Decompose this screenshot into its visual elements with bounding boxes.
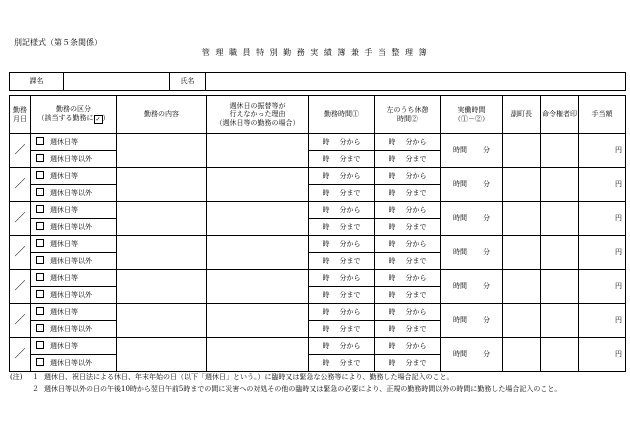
note-item xyxy=(10,372,626,382)
holiday-label: 週休日等 xyxy=(50,138,78,147)
actual-time-cell[interactable] xyxy=(441,236,503,270)
hour-label: 時 xyxy=(388,171,396,180)
break-start-time[interactable] xyxy=(375,338,441,355)
header-break-line2: 時間② xyxy=(397,114,418,123)
date-cell[interactable]: ／ xyxy=(10,202,31,236)
reason-cell[interactable] xyxy=(207,168,309,202)
hour-label: 時 xyxy=(322,171,330,180)
actual-time-cell[interactable] xyxy=(441,304,503,338)
minute-from-label: 分から xyxy=(405,205,427,214)
table-row xyxy=(10,134,626,151)
hour-label: 時 xyxy=(322,137,330,146)
minute-from-label: 分から xyxy=(339,341,361,350)
name-label: 氏名 xyxy=(170,73,206,91)
checkbox-icon[interactable] xyxy=(36,154,44,162)
hour-label: 時 xyxy=(388,222,396,231)
work-record-table xyxy=(9,95,626,372)
minute-to-label: 分まで xyxy=(405,358,427,367)
deputy-mayor-cell[interactable] xyxy=(503,304,541,338)
hour-label: 時 xyxy=(322,273,330,282)
header-reason xyxy=(207,96,309,134)
non-holiday-option[interactable] xyxy=(31,253,117,270)
checkbox-icon[interactable] xyxy=(36,358,44,366)
minute-to-label: 分まで xyxy=(339,222,361,231)
commander-seal-cell[interactable] xyxy=(541,236,579,270)
break-end-time[interactable] xyxy=(375,151,441,168)
non-holiday-option[interactable] xyxy=(31,355,117,372)
header-break xyxy=(375,96,441,134)
minute-from-label: 分から xyxy=(339,205,361,214)
reason-cell[interactable] xyxy=(207,338,309,372)
reason-cell[interactable] xyxy=(207,236,309,270)
header-category-line1: 勤務の区分 xyxy=(56,105,91,114)
break-end-time[interactable] xyxy=(375,219,441,236)
note-prefix xyxy=(10,384,32,394)
document-title: 管 理 職 員 特 別 勤 務 実 績 簿 兼 手 当 整 理 簿 xyxy=(201,48,429,57)
checkbox-icon[interactable] xyxy=(36,222,44,230)
work-start-time[interactable] xyxy=(309,134,375,151)
break-start-time[interactable] xyxy=(375,134,441,151)
header-info-table xyxy=(9,72,626,91)
header-category-line2 xyxy=(31,114,116,124)
commander-seal-cell[interactable] xyxy=(541,304,579,338)
header-date: 勤務月日 xyxy=(10,96,31,134)
non-holiday-option[interactable] xyxy=(31,151,117,168)
holiday-label: 週休日等 xyxy=(50,206,78,215)
break-end-time[interactable] xyxy=(375,185,441,202)
hour-label: 時 xyxy=(322,205,330,214)
hour-label: 時 xyxy=(322,307,330,316)
deputy-mayor-cell[interactable] xyxy=(503,270,541,304)
work-start-time[interactable] xyxy=(309,270,375,287)
section-label: 課名 xyxy=(10,73,64,91)
hour-label: 時 xyxy=(388,324,396,333)
actual-time-cell[interactable] xyxy=(441,270,503,304)
header-actual-line2: （①－②） xyxy=(454,114,489,123)
work-end-time[interactable] xyxy=(309,253,375,270)
work-content-cell[interactable] xyxy=(117,202,207,236)
work-end-time[interactable] xyxy=(309,321,375,338)
minute-from-label: 分から xyxy=(339,307,361,316)
checkbox-icon[interactable] xyxy=(36,290,44,298)
work-end-time[interactable] xyxy=(309,185,375,202)
allowance-cell[interactable]: 円 xyxy=(579,270,626,304)
deputy-mayor-cell[interactable] xyxy=(503,202,541,236)
header-category-line2-end: ） xyxy=(102,113,110,122)
non-holiday-label: 週休日等以外 xyxy=(50,155,92,164)
checkbox-icon[interactable] xyxy=(36,324,44,332)
hour-label: 時 xyxy=(388,188,396,197)
actual-hour-label: 時間 xyxy=(453,350,467,359)
non-holiday-label: 週休日等以外 xyxy=(50,189,92,198)
actual-minute-label: 分 xyxy=(483,214,490,223)
note-prefix: (注) xyxy=(10,373,23,381)
header-commander: 命令権者印 xyxy=(541,96,579,134)
minute-to-label: 分まで xyxy=(339,290,361,299)
checkbox-icon[interactable] xyxy=(36,239,44,247)
header-actual-line1: 実働時間 xyxy=(457,106,486,115)
work-end-time[interactable] xyxy=(309,219,375,236)
actual-hour-label: 時間 xyxy=(453,214,467,223)
hour-label: 時 xyxy=(388,273,396,282)
checkbox-icon[interactable] xyxy=(36,137,44,145)
commander-seal-cell[interactable] xyxy=(541,134,579,168)
hour-label: 時 xyxy=(322,324,330,333)
holiday-option[interactable] xyxy=(31,168,117,185)
note-text: 週休日、祝日法による休日、年末年始の日（以下「週休日」という。）に臨時又は緊急な公務等により、勤務した場合記入のこと。 xyxy=(44,373,454,381)
hour-label: 時 xyxy=(322,358,330,367)
actual-time-cell[interactable] xyxy=(441,168,503,202)
header-allowance: 手当額 xyxy=(579,96,626,134)
actual-minute-label: 分 xyxy=(483,248,490,257)
hour-label: 時 xyxy=(322,256,330,265)
allowance-cell[interactable]: 円 xyxy=(579,134,626,168)
commander-seal-cell[interactable] xyxy=(541,168,579,202)
work-start-time[interactable] xyxy=(309,168,375,185)
holiday-option[interactable] xyxy=(31,270,117,287)
break-start-time[interactable] xyxy=(375,202,441,219)
holiday-option[interactable] xyxy=(31,202,117,219)
work-end-time[interactable] xyxy=(309,287,375,304)
hour-label: 時 xyxy=(388,239,396,248)
minute-to-label: 分まで xyxy=(339,154,361,163)
break-start-time[interactable] xyxy=(375,270,441,287)
checkbox-icon[interactable] xyxy=(36,188,44,196)
actual-minute-label: 分 xyxy=(483,282,490,291)
header-work-time: 勤務時間① xyxy=(309,96,375,134)
table-row xyxy=(10,304,626,321)
holiday-label: 週休日等 xyxy=(50,274,78,283)
hour-label: 時 xyxy=(388,290,396,299)
minute-to-label: 分まで xyxy=(405,290,427,299)
allowance-cell[interactable]: 円 xyxy=(579,304,626,338)
hour-label: 時 xyxy=(388,256,396,265)
reason-cell[interactable] xyxy=(207,270,309,304)
work-start-time[interactable] xyxy=(309,304,375,321)
header-category-line2-text: （該当する勤務に xyxy=(37,113,94,122)
minute-from-label: 分から xyxy=(339,239,361,248)
non-holiday-option[interactable] xyxy=(31,287,117,304)
holiday-label: 週休日等 xyxy=(50,240,78,249)
holiday-option[interactable] xyxy=(31,134,117,151)
header-reason-line2: 行えなかった理由 xyxy=(229,110,286,119)
minute-from-label: 分から xyxy=(405,273,427,282)
non-holiday-option[interactable] xyxy=(31,219,117,236)
deputy-mayor-cell[interactable] xyxy=(503,168,541,202)
table-row xyxy=(10,168,626,185)
holiday-option[interactable] xyxy=(31,338,117,355)
checkbox-icon[interactable] xyxy=(36,171,44,179)
date-cell[interactable]: ／ xyxy=(10,304,31,338)
header-break-line1: 左のうち休憩 xyxy=(386,106,429,115)
header-reason-line1: 週休日の振替等が xyxy=(229,102,286,111)
work-content-cell[interactable] xyxy=(117,304,207,338)
form-identifier: 別記様式（第５条関係） xyxy=(14,38,102,47)
hour-label: 時 xyxy=(322,341,330,350)
header-deputy-mayor: 副町長 xyxy=(503,96,541,134)
deputy-mayor-cell[interactable] xyxy=(503,236,541,270)
hour-label: 時 xyxy=(322,154,330,163)
date-cell[interactable]: ／ xyxy=(10,338,31,372)
minute-from-label: 分から xyxy=(405,239,427,248)
table-body xyxy=(10,134,626,372)
holiday-option[interactable] xyxy=(31,236,117,253)
note-number: １ xyxy=(32,373,39,381)
table-row xyxy=(10,202,626,219)
hour-label: 時 xyxy=(322,222,330,231)
break-end-time[interactable] xyxy=(375,253,441,270)
actual-hour-label: 時間 xyxy=(453,180,467,189)
break-start-time[interactable] xyxy=(375,304,441,321)
work-end-time[interactable] xyxy=(309,355,375,372)
work-content-cell[interactable] xyxy=(117,270,207,304)
table-row xyxy=(10,270,626,287)
minute-to-label: 分まで xyxy=(339,188,361,197)
actual-minute-label: 分 xyxy=(483,350,490,359)
note-number: ２ xyxy=(32,385,39,393)
non-holiday-label: 週休日等以外 xyxy=(50,257,92,266)
header-actual xyxy=(441,96,503,134)
hour-label: 時 xyxy=(322,188,330,197)
hour-label: 時 xyxy=(388,154,396,163)
actual-hour-label: 時間 xyxy=(453,248,467,257)
break-end-time[interactable] xyxy=(375,355,441,372)
date-cell[interactable]: ／ xyxy=(10,236,31,270)
header-content: 勤務の内容 xyxy=(117,96,207,134)
notes-section xyxy=(10,372,626,396)
reason-cell[interactable] xyxy=(207,134,309,168)
date-cell[interactable]: ／ xyxy=(10,168,31,202)
table-row xyxy=(10,236,626,253)
holiday-label: 週休日等 xyxy=(50,308,78,317)
hour-label: 時 xyxy=(388,137,396,146)
minute-to-label: 分まで xyxy=(339,324,361,333)
commander-seal-cell[interactable] xyxy=(541,338,579,372)
minute-to-label: 分まで xyxy=(405,188,427,197)
minute-from-label: 分から xyxy=(339,137,361,146)
checkbox-icon[interactable] xyxy=(36,341,44,349)
allowance-cell[interactable]: 円 xyxy=(579,338,626,372)
holiday-label: 週休日等 xyxy=(50,172,78,181)
minute-from-label: 分から xyxy=(405,341,427,350)
non-holiday-label: 週休日等以外 xyxy=(50,223,92,232)
hour-label: 時 xyxy=(322,290,330,299)
minute-to-label: 分まで xyxy=(339,358,361,367)
date-cell[interactable]: ／ xyxy=(10,270,31,304)
allowance-cell[interactable]: 円 xyxy=(579,236,626,270)
minute-to-label: 分まで xyxy=(405,324,427,333)
break-start-time[interactable] xyxy=(375,168,441,185)
reason-cell[interactable] xyxy=(207,202,309,236)
actual-time-cell[interactable] xyxy=(441,202,503,236)
hour-label: 時 xyxy=(322,239,330,248)
minute-from-label: 分から xyxy=(339,171,361,180)
holiday-option[interactable] xyxy=(31,304,117,321)
hour-label: 時 xyxy=(388,358,396,367)
date-cell[interactable]: ／ xyxy=(10,134,31,168)
checkbox-icon[interactable] xyxy=(36,256,44,264)
non-holiday-option[interactable] xyxy=(31,321,117,338)
checkbox-icon[interactable] xyxy=(36,273,44,281)
section-field[interactable] xyxy=(64,73,170,91)
work-start-time[interactable] xyxy=(309,338,375,355)
table-header-row xyxy=(10,96,626,134)
minute-to-label: 分まで xyxy=(339,256,361,265)
break-start-time[interactable] xyxy=(375,236,441,253)
minute-from-label: 分から xyxy=(339,273,361,282)
non-holiday-option[interactable] xyxy=(31,185,117,202)
work-start-time[interactable] xyxy=(309,202,375,219)
hour-label: 時 xyxy=(388,205,396,214)
minute-from-label: 分から xyxy=(405,307,427,316)
actual-time-cell[interactable] xyxy=(441,338,503,372)
checkbox-icon[interactable] xyxy=(36,205,44,213)
minute-to-label: 分まで xyxy=(405,154,427,163)
header-category xyxy=(31,96,117,134)
actual-minute-label: 分 xyxy=(483,146,490,155)
allowance-cell[interactable]: 円 xyxy=(579,168,626,202)
work-content-cell[interactable] xyxy=(117,236,207,270)
commander-seal-cell[interactable] xyxy=(541,202,579,236)
hour-label: 時 xyxy=(388,341,396,350)
non-holiday-label: 週休日等以外 xyxy=(50,359,92,368)
deputy-mayor-cell[interactable] xyxy=(503,338,541,372)
work-content-cell[interactable] xyxy=(117,134,207,168)
work-content-cell[interactable] xyxy=(117,338,207,372)
deputy-mayor-cell[interactable] xyxy=(503,134,541,168)
allowance-cell[interactable]: 円 xyxy=(579,202,626,236)
actual-minute-label: 分 xyxy=(483,316,490,325)
minute-to-label: 分まで xyxy=(405,256,427,265)
name-field[interactable] xyxy=(206,73,626,91)
work-start-time[interactable] xyxy=(309,236,375,253)
note-item xyxy=(10,384,626,394)
hour-label: 時 xyxy=(388,307,396,316)
table-row xyxy=(10,338,626,355)
note-text: 週休日等以外の日の午後10時から翌日午前5時までの間に災害への対処その他の臨時又は緊急の必要により、正規の勤務時間以外の時間に勤務した場合記入のこと。 xyxy=(44,385,562,393)
work-end-time[interactable] xyxy=(309,151,375,168)
checkbox-icon[interactable] xyxy=(36,307,44,315)
minute-from-label: 分から xyxy=(405,137,427,146)
minute-from-label: 分から xyxy=(405,171,427,180)
header-reason-line3: （週休日等の勤務の場合） xyxy=(215,118,300,127)
non-holiday-label: 週休日等以外 xyxy=(50,325,92,334)
non-holiday-label: 週休日等以外 xyxy=(50,291,92,300)
actual-time-cell[interactable] xyxy=(441,134,503,168)
actual-hour-label: 時間 xyxy=(453,282,467,291)
break-end-time[interactable] xyxy=(375,321,441,338)
commander-seal-cell[interactable] xyxy=(541,270,579,304)
work-content-cell[interactable] xyxy=(117,168,207,202)
actual-hour-label: 時間 xyxy=(453,146,467,155)
minute-to-label: 分まで xyxy=(405,222,427,231)
checkmark-icon: ✓ xyxy=(95,115,101,123)
actual-minute-label: 分 xyxy=(483,180,490,189)
actual-hour-label: 時間 xyxy=(453,316,467,325)
holiday-label: 週休日等 xyxy=(50,342,78,351)
reason-cell[interactable] xyxy=(207,304,309,338)
break-end-time[interactable] xyxy=(375,287,441,304)
